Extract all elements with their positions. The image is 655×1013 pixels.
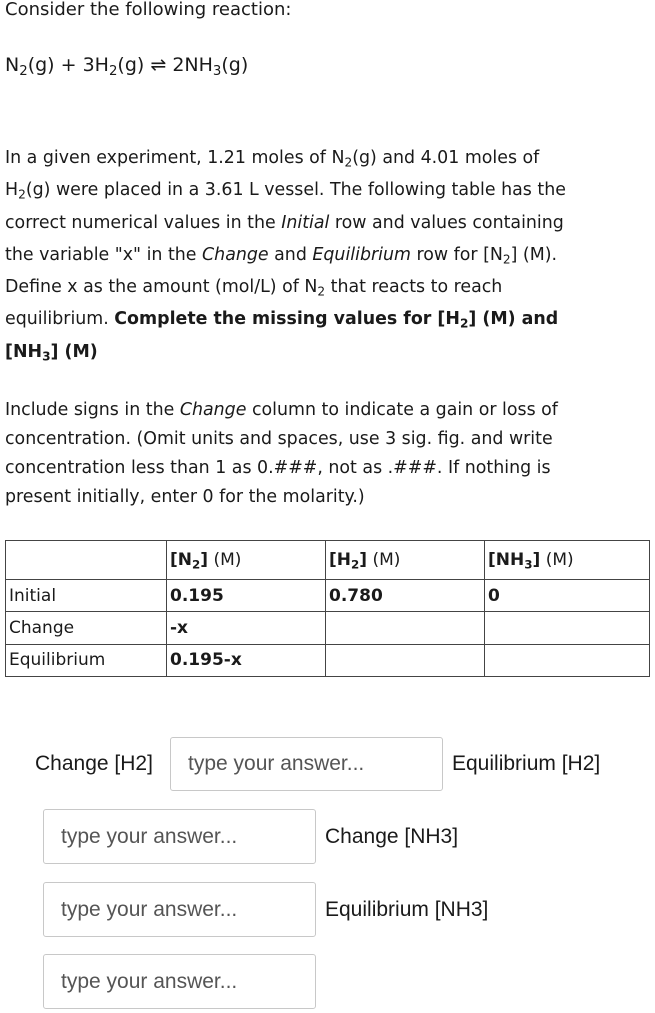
cell-n2: -x	[167, 612, 326, 644]
intro-text: Consider the following reaction:	[5, 0, 292, 20]
cell-nh3	[485, 644, 650, 676]
cell-h2	[326, 612, 485, 644]
equilibrium-h2-label: Equilibrium [H2]	[452, 752, 601, 775]
row-label: Equilibrium	[6, 644, 167, 676]
header-nh3: $[NH_3]$ (M)	[485, 541, 650, 580]
cell-n2: 0.195	[167, 580, 326, 612]
cell-h2: 0.780	[326, 580, 485, 612]
cell-n2: 0.195-x	[167, 644, 326, 676]
table-header-row	[6, 541, 650, 580]
instructions-text: Include signs in the Change column to indicate a gain or loss of concentration. (Omit units and spaces, use 3 sig. fig. and write concentration less than 1 as 0.###, not as .###. If nothing is present initially, enter 0 for the molarity.)	[5, 400, 558, 507]
change-h2-label: Change [H2]	[35, 752, 153, 775]
cell-h2	[326, 644, 485, 676]
row-label: Initial	[6, 580, 167, 612]
table-row	[6, 612, 650, 644]
row-label: Change	[6, 612, 167, 644]
cell-nh3: 0	[485, 580, 650, 612]
cell-nh3	[485, 612, 650, 644]
table-row	[6, 644, 650, 676]
change-h2-input[interactable]	[170, 737, 443, 791]
equilibrium-arrow-icon: ⇌	[150, 54, 167, 76]
equilibrium-h2-input[interactable]	[43, 809, 316, 864]
equilibrium-nh3-input[interactable]	[43, 954, 316, 1009]
problem-description: In a given experiment, 1.21 moles of $N_2(g)$ and 4.01 moles of $H_2(g)$ were placed in a 3.61 L vessel. The following table has the correct numerical values in the Initial row and values containing the variable "x" in the Change and Equilibrium row for $[N_2]$ (M). Define x as the amount (mol/L) of $N_2$ that reacts to reach equilibrium. Complete the missing values for $[H_2]$ (M) and $[NH_3]$ (M)	[5, 148, 566, 364]
equilibrium-nh3-label: Equilibrium [NH3]	[325, 898, 489, 921]
header-empty-cell	[6, 541, 167, 580]
table-row	[6, 580, 650, 612]
reaction-equation: $N_2(g) + 3H_2(g)$ ⇌ $2NH_3(g)$	[5, 54, 249, 79]
change-nh3-input[interactable]	[43, 882, 316, 937]
header-n2: $[N_2]$ (M)	[167, 541, 326, 580]
change-nh3-label: Change [NH3]	[325, 825, 459, 848]
ice-table	[5, 540, 650, 677]
header-h2: $[H_2]$ (M)	[326, 541, 485, 580]
